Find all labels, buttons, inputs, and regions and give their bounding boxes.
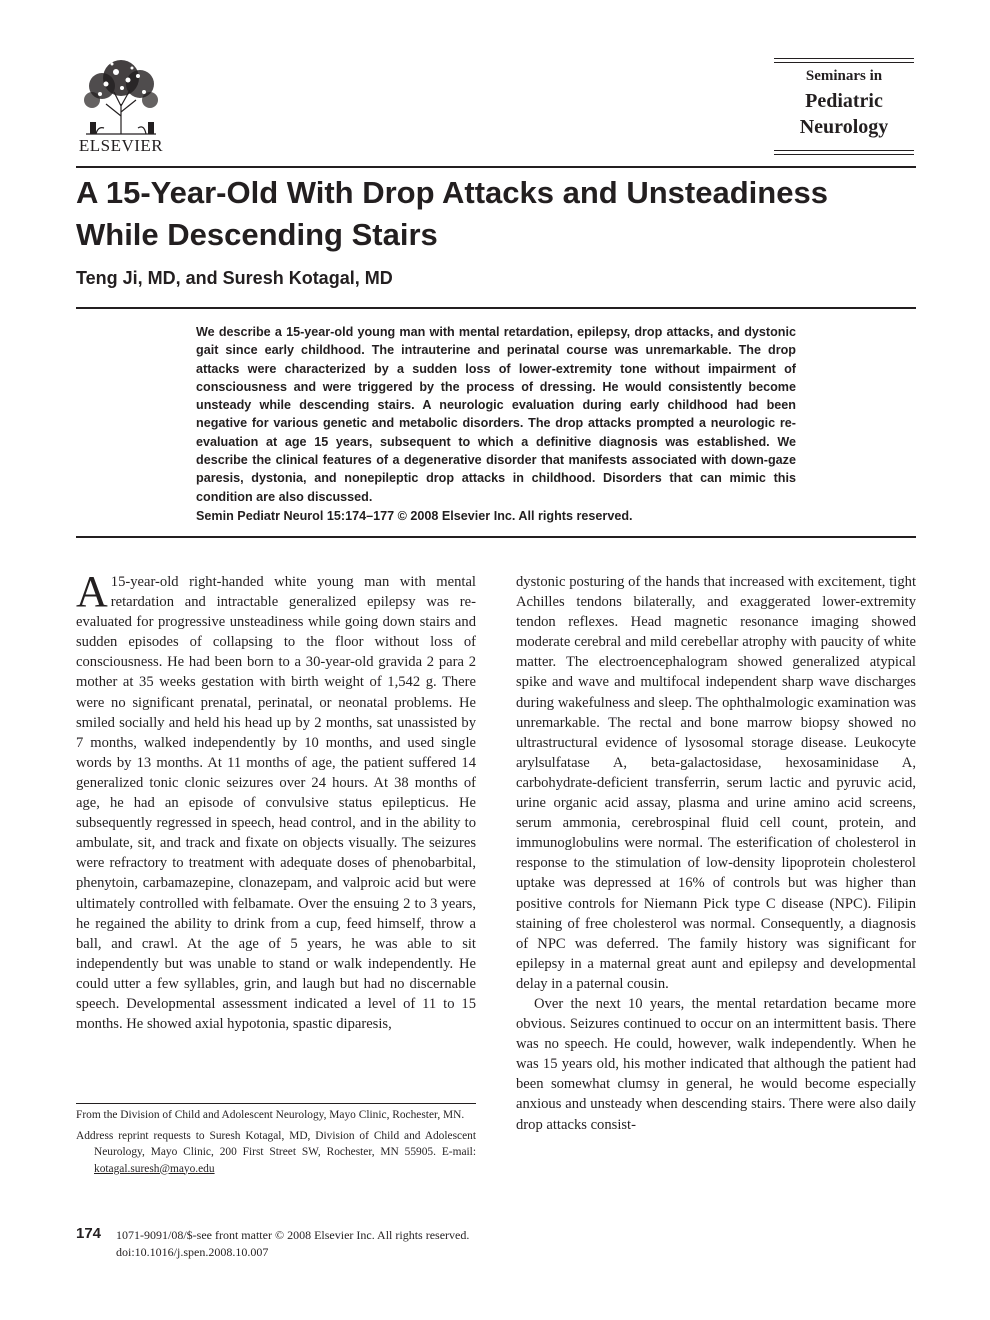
title-rule [76, 307, 916, 309]
publisher-logo [76, 56, 166, 156]
journal-name-line1: Seminars in [805, 68, 883, 84]
body-left-column [76, 567, 476, 1034]
journal-top-rule-2 [774, 62, 914, 63]
copyright-line: 1071-9091/08/$-see front matter © 2008 Elsevier Inc. All rights reserved. [116, 1228, 470, 1242]
journal-name-box [774, 58, 914, 154]
body-paragraph-text: 15-year-old right-handed white young man with mental retardation and intractable generalized epilepsy was re-evaluated for progressive unsteadiness while going down stairs and sudden episodes of collapsing to the floor without loss of consciousness. He had been born to a 30-year-old gravida 2 para 2 mother at 35 weeks gestation with birth weight of 1,542 g. There were no significant prenatal, perinatal, or neonatal problems. He smiled socially and held his head up by 2 months, sat unassisted by 7 months, walked independently by 10 months, and used single words by 13 months. At 11 months of age, the patient suffered 14 generalized tonic clonic seizures over 24 hours. At 38 months of age, he had an episode of convulsive status epilepticus. He subsequently regressed in speech, head control, and in the ability to ambulate, sit, and track and fixate on objects visually. The seizures were refractory to treatment with adequate doses of phenobarbital, phenytoin, carbamazepine, clonazepam, and valproic acid but were ultimately controlled with felbamate. Over the ensuing 2 to 3 years, he regained the ability to drink from a cup, feed himself, throw a ball, and crawl. At the age of 5 years, he was able to sit independently but was unable to stand or walk independently. He could utter a few syllables, grin, and laugh but had no discernable speech. Developmental assessment indicated a level of 11 to 15 months. He showed axial hypotonia, spastic diparesis, [76, 574, 476, 1033]
abstract-rule [76, 536, 916, 538]
publisher-name: ELSEVIER [78, 136, 164, 155]
article-title [76, 172, 916, 256]
abstract: We describe a 15-year-old young man with mental retardation, epilepsy, drop attacks, and dystonic gait since early childhood. The intrauterine and perinatal course was unremarkable. The drop attacks were characterized by a sudden loss of lower-extremity tone without impairment of consciousness and were triggered by the process of dressing. He would consistently become unsteady while descending stairs. A neurologic evaluation during early childhood had been negative for various genetic and metabolic disorders. The drop attacks prompted a neurologic re-evaluation at age 15 years, subsequent to which a definitive diagnosis was established. We describe the clinical features of a degenerative disorder that manifests associated with down-gaze paresis, dystonia, and nonepileptic drop attacks in childhood. Disorders that can mimic this condition are also discussed. [196, 325, 796, 504]
doi-line: doi:10.1016/j.spen.2008.10.007 [116, 1245, 269, 1259]
footnotes [76, 1107, 476, 1181]
body-paragraph: Over the next 10 years, the mental retardation became more obvious. Seizures continued to occur on an intermittent basis. There was no speech. He could, however, walk independently. When he was 15 years old, his mother indicated that although the patient had been somewhat clumsy in general, he would become especially anxious and unsteady when descending stairs. There were also daily drop attacks consist- [516, 995, 916, 1133]
journal-name-line2: Pediatric [805, 90, 883, 112]
page-number: 174 [76, 1225, 102, 1242]
journal-bottom-rule-2 [774, 154, 914, 155]
email-link[interactable]: kotagal.suresh@mayo.edu [94, 1162, 215, 1175]
article-title-line1: A 15-Year-Old With Drop Attacks and Unsteadiness [76, 175, 828, 210]
reprint-note-text: Address reprint requests to Suresh Kotagal, MD, Division of Child and Adolescent Neurology, Mayo Clinic, 200 First Street SW, Rochester, MN 55905. E-mail: [76, 1129, 476, 1158]
body-right-column [516, 572, 916, 1135]
copyright-block [116, 1227, 596, 1261]
drop-cap: A [76, 567, 108, 616]
reprint-note [76, 1128, 476, 1178]
body-paragraph: dystonic posturing of the hands that increased with excitement, tight Achilles tendons bilaterally, and exaggerated lower-extremity tendon reflexes. Head magnetic resonance imaging showed moderate cerebral and mild cerebellar atrophy with paucity of white matter. The electroencephalogram showed generalized atypical spike and wave and multifocal independent sharp wave discharges during wakefulness and sleep. The ophthalmologic examination was unremarkable. The rectal and bone marrow biopsy showed no ultrastructural evidence of lysosomal storage disease. Leukocyte arylsulfatase A, beta-galactosidase, hexosaminidase A, carbohydrate-deficient transferrin, serum lactic and pyruvic acid, urine organic acid assay, plasma and urine amino acid screens, serum ammonia, cerebrospinal fluid cell count, protein, and immunoglobulins were normal. The esterification of cholesterol in response to the stimulation of low-density lipoprotein cholesterol uptake was depressed at 16% of controls but was higher than positive controls for Niemann Pick type C disease (NPC). Filipin staining of free cholesterol was normal. Consequently, a diagnosis of NPC was deferred. The family history was significant for epilepsy in a maternal great aunt and epilepsy and developmental delay in a paternal cousin. [516, 574, 916, 992]
header-rule [76, 166, 916, 168]
abstract-citation: Semin Pediatr Neurol 15:174–177 © 2008 Elsevier Inc. All rights reserved. [196, 509, 633, 523]
journal-name-line3: Neurology [799, 116, 889, 138]
article-authors: Teng Ji, MD, and Suresh Kotagal, MD [76, 268, 393, 288]
affiliation-note: From the Division of Child and Adolescent Neurology, Mayo Clinic, Rochester, MN. [76, 1109, 465, 1121]
footnote-rule [76, 1103, 476, 1104]
journal-top-rule [774, 58, 914, 59]
elsevier-tree-icon [76, 56, 166, 136]
body-paragraph [76, 567, 476, 1034]
article-title-line2: While Descending Stairs [76, 217, 438, 252]
journal-bottom-rule [774, 150, 914, 151]
